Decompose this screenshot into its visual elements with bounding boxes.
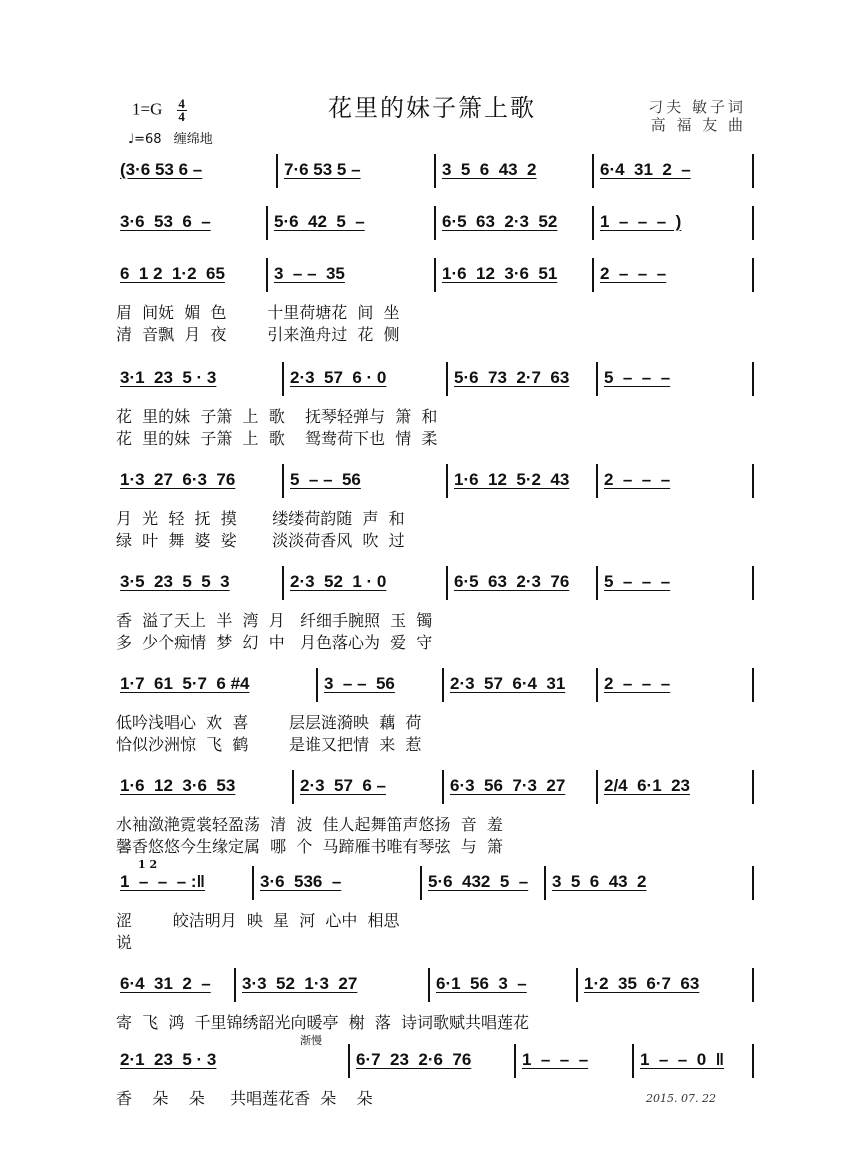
lyrics-verse-2: 馨香悠悠今生缘定属 哪 个 马蹄雁书唯有琴弦 与 箫 — [116, 837, 503, 856]
barline — [442, 770, 444, 804]
barline — [544, 866, 546, 900]
measure: 2·3 57 6·4 31 — [450, 674, 566, 693]
score-line — [116, 972, 752, 1052]
barline-end — [752, 464, 754, 498]
barline — [446, 566, 448, 600]
date-stamp: 2015. 07. 22 — [646, 1092, 716, 1105]
barline — [434, 258, 436, 292]
measure: 2·3 52 1 · 0 — [290, 572, 387, 591]
lyrics-verse-2: 花 里的妹 子箫 上 歌 鸳鸯荷下也 情 柔 — [116, 429, 438, 448]
measure: 6·5 63 2·3 52 — [442, 212, 558, 231]
measure: 1 – – 0 ‖ — [640, 1050, 725, 1069]
barline — [266, 258, 268, 292]
measure: 5·6 42 5 – — [274, 212, 365, 231]
measure: 6 1 2 1·2 65 — [120, 264, 225, 283]
expression-marking: 缠绵地 — [173, 132, 213, 147]
score-line — [116, 366, 752, 446]
measure: 6·4 31 2 – — [120, 974, 211, 993]
lyrics-verse-1: 香 朵 朵 共唱莲花香 朵 朵 — [116, 1089, 373, 1108]
lyrics-verse-2: 多 少个痴情 梦 幻 中 月色落心为 爱 守 — [116, 633, 433, 652]
measure: 1·2 35 6·7 63 — [584, 974, 700, 993]
measure: 2/4 6·1 23 — [604, 776, 691, 795]
key-label: 1=G — [132, 99, 163, 119]
time-signature-bottom: 4 — [178, 109, 185, 124]
lyrics-verse-1: 寄 飞 鸿 千里锦绣韶光向暖亭 榭 落 诗词歌赋共唱莲花 — [116, 1013, 530, 1032]
lyrics-verse-2: 绿 叶 舞 婆 娑 淡淡荷香风 吹 过 — [116, 531, 405, 550]
measure: 5·6 432 5 – — [428, 872, 529, 891]
barline — [234, 968, 236, 1002]
barline-end — [752, 866, 754, 900]
measure: 5 – – – — [604, 572, 671, 591]
barline — [276, 154, 278, 188]
measure: 5·6 73 2·7 63 — [454, 368, 570, 387]
measure: 2 – – – — [604, 470, 671, 489]
lyrics-verse-1: 低吟浅唱心 欢 喜 层层涟漪映 藕 荷 — [116, 713, 422, 732]
ritardando-marking: 渐慢 — [300, 1034, 322, 1047]
credits — [648, 98, 746, 134]
lyrics-verse-2: 恰似沙洲惊 飞 鹤 是谁又把情 来 惹 — [116, 735, 422, 754]
barline — [596, 668, 598, 702]
measure: 1·3 27 6·3 76 — [120, 470, 236, 489]
lyricist: 刁夫 敏子词 — [648, 98, 746, 116]
barline-end — [752, 362, 754, 396]
measure: 3 – – 56 — [324, 674, 395, 693]
measure: 1·6 12 5·2 43 — [454, 470, 570, 489]
lyrics-verse-1: 香 溢了天上 半 湾 月 纤细手腕照 玉 镯 — [116, 611, 433, 630]
measure: 2·1 23 5 · 3 — [120, 1050, 217, 1069]
score-line — [116, 468, 752, 548]
measure: 5 – – 56 — [290, 470, 361, 489]
barline-end — [752, 968, 754, 1002]
measure: 3 – – 35 — [274, 264, 345, 283]
barline — [348, 1044, 350, 1078]
measure: 6·1 56 3 – — [436, 974, 527, 993]
barline — [596, 362, 598, 396]
barline — [292, 770, 294, 804]
barline — [316, 668, 318, 702]
measure: 1 – – – ) — [600, 212, 682, 231]
barline — [420, 866, 422, 900]
song-title: 花里的妹子箫上歌 — [328, 94, 536, 122]
measure: 5 – – – — [604, 368, 671, 387]
time-signature-top: 4 — [178, 96, 185, 111]
barline — [446, 362, 448, 396]
score-line — [116, 858, 752, 952]
barline — [282, 464, 284, 498]
measure: 2·3 57 6 · 0 — [290, 368, 387, 387]
score-line — [116, 672, 752, 752]
tempo-value: ♩=68 — [128, 132, 162, 147]
measure: 6·4 31 2 – — [600, 160, 691, 179]
volta-bracket: 1 2 — [138, 858, 158, 871]
barline — [446, 464, 448, 498]
measure: 2 – – – — [600, 264, 667, 283]
lyrics-verse-2: 说 — [116, 933, 133, 952]
score-line — [116, 570, 752, 650]
barline — [252, 866, 254, 900]
barline — [596, 464, 598, 498]
measure: 7·6 53 5 – — [284, 160, 361, 179]
measure: 1 – – – — [522, 1050, 589, 1069]
lyrics-verse-1: 眉 间妩 媚 色 十里荷塘花 间 坐 — [116, 303, 400, 322]
time-signature — [177, 98, 187, 123]
score-line — [116, 262, 752, 342]
barline — [434, 154, 436, 188]
measure: 3·3 52 1·3 27 — [242, 974, 358, 993]
measure: 3·6 53 6 – — [120, 212, 211, 231]
barline — [592, 258, 594, 292]
measure: 3·1 23 5 · 3 — [120, 368, 217, 387]
key-signature — [132, 98, 187, 123]
score-line — [116, 1034, 752, 1128]
barline-end — [752, 206, 754, 240]
tempo-marking — [128, 128, 213, 147]
measure: 2 – – – — [604, 674, 671, 693]
composer: 高 福 友 曲 — [650, 116, 746, 134]
lyrics-verse-1: 花 里的妹 子箫 上 歌 抚琴轻弹与 箫 和 — [116, 407, 438, 426]
measure: 3 5 6 43 2 — [442, 160, 537, 179]
measure: 2·3 57 6 – — [300, 776, 387, 795]
barline-end — [752, 566, 754, 600]
measure: 3·5 23 5 5 3 — [120, 572, 230, 591]
barline — [514, 1044, 516, 1078]
lyrics-verse-2: 清 音飘 月 夜 引来渔舟过 花 侧 — [116, 325, 400, 344]
barline — [282, 362, 284, 396]
barline — [576, 968, 578, 1002]
measure: 1 – – – :‖ — [120, 872, 205, 891]
measure: (3·6 53 6 – — [120, 160, 203, 179]
measure: 6·7 23 2·6 76 — [356, 1050, 472, 1069]
barline — [596, 770, 598, 804]
measure: 1·6 12 3·6 53 — [120, 776, 236, 795]
score-line — [116, 774, 752, 854]
measure: 6·3 56 7·3 27 — [450, 776, 566, 795]
barline-end — [752, 154, 754, 188]
barline — [596, 566, 598, 600]
barline — [632, 1044, 634, 1078]
barline — [434, 206, 436, 240]
barline — [592, 154, 594, 188]
barline — [592, 206, 594, 240]
lyrics-verse-1: 水袖潋滟霓裳轻盈荡 清 波 佳人起舞笛声悠扬 音 羞 — [116, 815, 503, 834]
barline — [442, 668, 444, 702]
barline-end — [752, 668, 754, 702]
barline-end — [752, 1044, 754, 1078]
lyrics-verse-1: 月 光 轻 抚 摸 缕缕荷韵随 声 和 — [116, 509, 405, 528]
measure: 3·6 536 – — [260, 872, 342, 891]
barline — [282, 566, 284, 600]
measure: 6·5 63 2·3 76 — [454, 572, 570, 591]
measure: 1·7 61 5·7 6 #4 — [120, 674, 250, 693]
lyrics-verse-1: 涩 皎洁明月 映 星 河 心中 相思 — [116, 911, 400, 930]
barline-end — [752, 770, 754, 804]
measure: 1·6 12 3·6 51 — [442, 264, 558, 283]
barline — [428, 968, 430, 1002]
barline — [266, 206, 268, 240]
barline-end — [752, 258, 754, 292]
measure: 3 5 6 43 2 — [552, 872, 647, 891]
